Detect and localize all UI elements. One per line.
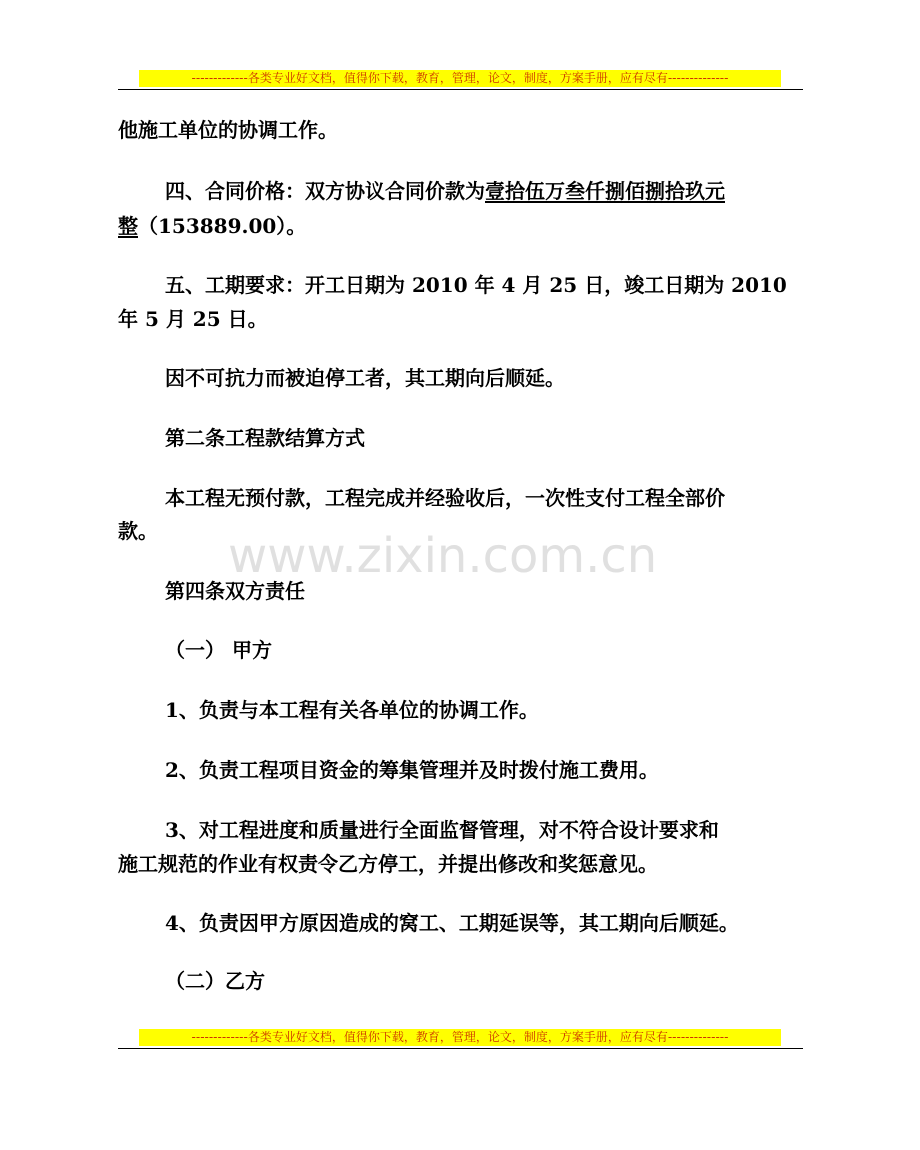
body-line-1: 他施工单位的协调工作。 [118, 118, 338, 142]
party-a-item-4: 4、负责因甲方原因造成的窝工、工期延误等，其工期向后顺延。 [165, 911, 739, 935]
party-a-item-2: 2、负责工程项目资金的筹集管理并及时拨付施工费用。 [165, 758, 659, 782]
party-a-item-3: 3、对工程进度和质量进行全面监督管理，对不符合设计要求和 [165, 818, 719, 842]
body-line-3 [118, 213, 306, 239]
section-title-settlement: 第二条工程款结算方式 [165, 426, 365, 450]
footer-banner: -------------各类专业好文档，值得你下载，教育，管理，论文，制度，方案手册，应有尽有-------------- [139, 1029, 781, 1046]
contract-price-amount-words: 壹拾伍万叁仟捌佰捌拾玖元 [485, 179, 725, 203]
body-line-2 [165, 178, 725, 204]
body-line-9: 款。 [118, 519, 158, 543]
header-banner: -------------各类专业好文档，值得你下载，教育，管理，论文，制度，方案手册，应有尽有-------------- [139, 70, 781, 87]
body-line-5: 年 5 月 25 日。 [118, 307, 268, 331]
body-line-4: 五、工期要求：开工日期为 2010 年 4 月 25 日，竣工日期为 2010 [165, 273, 787, 297]
header-rule [118, 89, 803, 90]
contract-price-amount-words-end: 整 [118, 214, 138, 238]
section-title-responsibilities: 第四条双方责任 [165, 579, 305, 603]
contract-price-label: 四、合同价格：双方协议合同价款为 [165, 179, 485, 203]
subsection-party-b: （二）乙方 [165, 969, 265, 993]
subsection-party-a: （一） 甲方 [165, 638, 272, 662]
party-a-item-1: 1、负责与本工程有关各单位的协调工作。 [165, 698, 539, 722]
body-line-8: 本工程无预付款，工程完成并经验收后，一次性支付工程全部价 [165, 486, 725, 510]
contract-price-amount-number: （153889.00）。 [138, 214, 307, 238]
party-a-item-3-cont: 施工规范的作业有权责令乙方停工，并提出修改和奖惩意见。 [118, 852, 658, 876]
watermark: www.zixin.com.cn [228, 528, 658, 584]
body-line-6: 因不可抗力而被迫停工者，其工期向后顺延。 [165, 366, 565, 390]
footer-rule [118, 1048, 803, 1049]
